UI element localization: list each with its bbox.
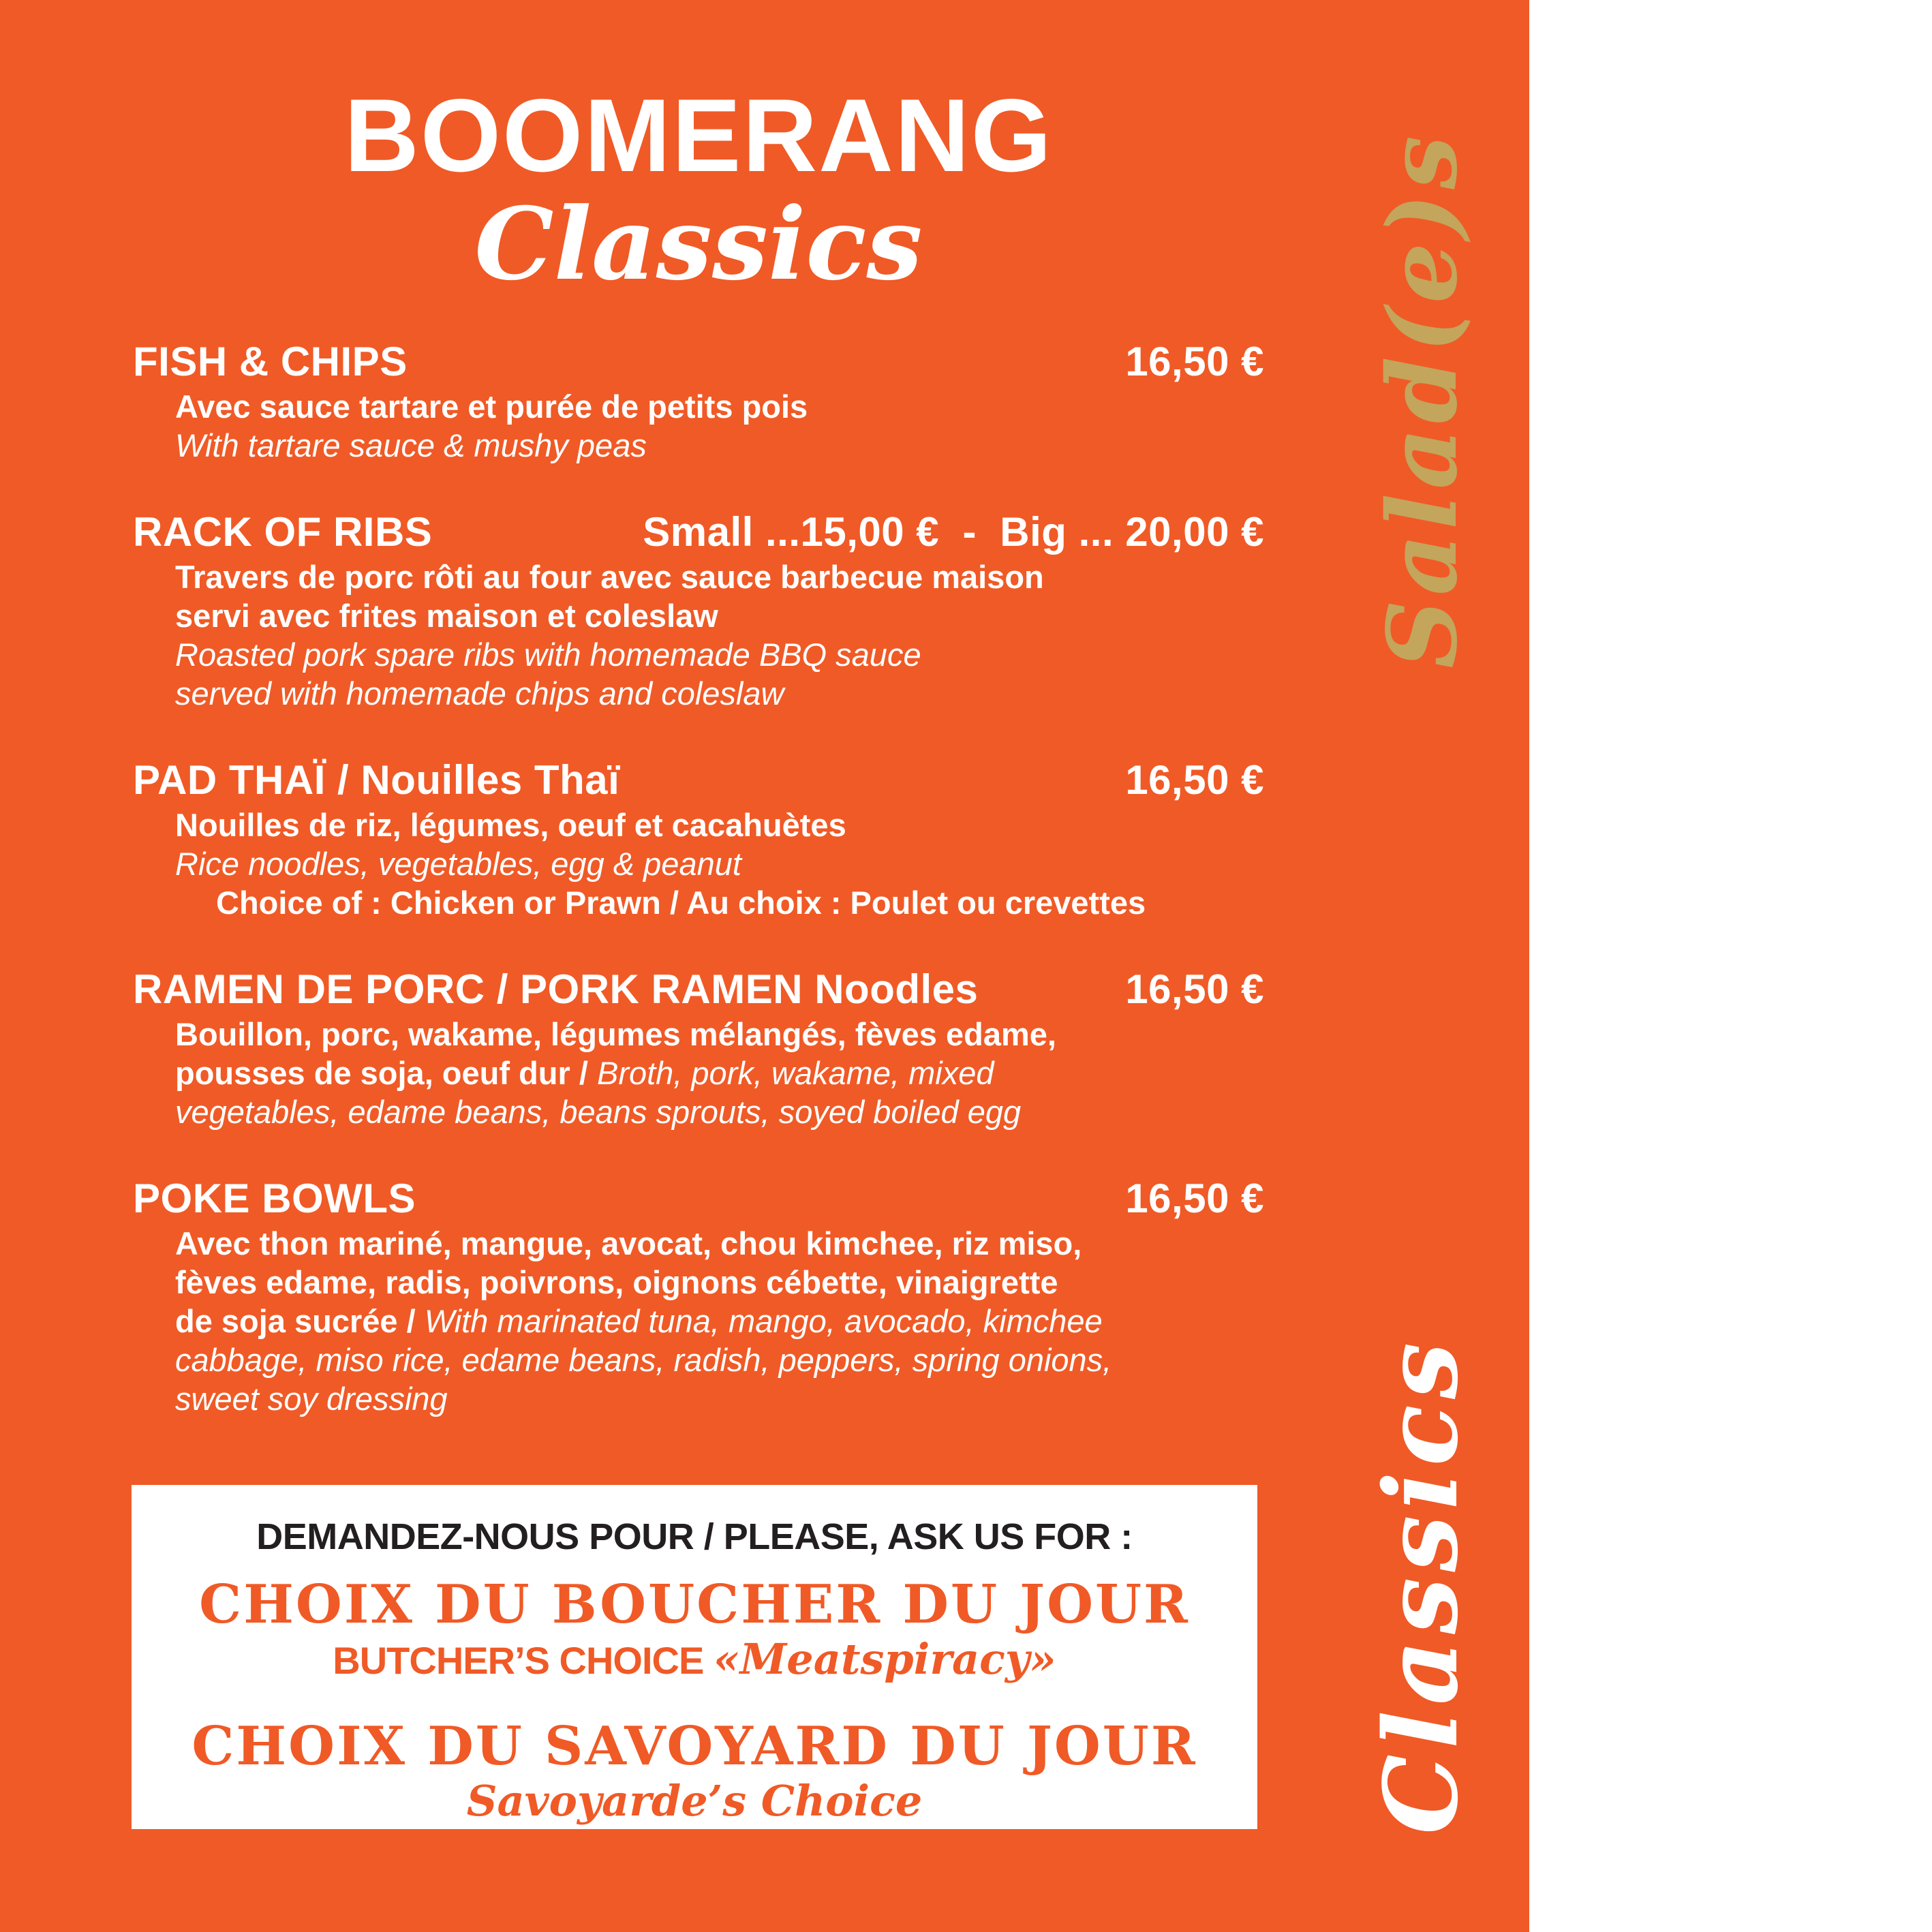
menu-list	[133, 337, 1264, 1418]
menu-item-price: 16,50 €	[1125, 966, 1264, 1012]
sidebar-label-classics: Classics	[1362, 1336, 1480, 1835]
menu-item-name: POKE BOWLS	[133, 1175, 416, 1221]
desc-segment-en: sweet soy dressing	[175, 1380, 448, 1417]
desc-segment-fr: Bouillon, porc, wakame, légumes mélangés, fèves edame,	[175, 1015, 1056, 1052]
ask-box	[132, 1485, 1257, 1829]
menu-item	[133, 337, 1264, 465]
desc-segment-en: With tartare sauce & mushy peas	[175, 427, 647, 463]
desc-segment-fr: Nouilles de riz, légumes, oeuf et cacahuètes	[175, 806, 846, 843]
menu-item-price: 16,50 €	[1125, 1175, 1264, 1221]
ask-subtitle-segment-caps: BUTCHER’S CHOICE	[333, 1639, 714, 1682]
ask-entry-title: CHOIX DU BOUCHER DU JOUR	[199, 1574, 1190, 1636]
menu-item-header	[133, 755, 1264, 806]
menu-item-desc-line	[133, 844, 1264, 883]
menu-item-desc-line	[133, 387, 1264, 426]
menu-item-name: FISH & CHIPS	[133, 338, 408, 384]
desc-segment-fr: pousses de soja, oeuf dur /	[175, 1054, 597, 1091]
ask-entry-subtitle	[132, 1776, 1257, 1826]
desc-segment-en: Broth, pork, wakame, mixed	[596, 1054, 994, 1091]
desc-segment-en: Rice noodles, vegetables, egg & peanut	[175, 845, 741, 882]
menu-item-desc-line	[133, 1379, 1264, 1418]
menu-item-price: 16,50 €	[1125, 756, 1264, 803]
menu-item-header	[133, 1174, 1264, 1224]
menu-item-desc-line	[133, 1263, 1264, 1302]
page-subtitle: Classics	[474, 185, 923, 303]
menu-item-header	[133, 507, 1264, 557]
ask-box-heading: DEMANDEZ-NOUS POUR / PLEASE, ASK US FOR :	[256, 1516, 1133, 1557]
menu-item-header	[133, 964, 1264, 1015]
menu-item	[133, 1174, 1264, 1418]
menu-item-desc-line	[133, 1340, 1264, 1379]
ask-box-entries	[132, 1574, 1257, 1826]
desc-segment-fr: Choice of : Chicken or Prawn / Au choix : Poulet ou crevettes	[216, 884, 1146, 921]
menu-item-header	[133, 337, 1264, 387]
desc-segment-en: vegetables, edame beans, beans sprouts, soyed boiled egg	[175, 1093, 1022, 1130]
ask-entry	[132, 1715, 1257, 1826]
menu-item	[133, 507, 1264, 713]
ask-subtitle-segment-script: «Meatspiracy»	[713, 1634, 1056, 1684]
menu-item-desc-line	[133, 1092, 1264, 1131]
menu-item-desc-line	[133, 596, 1264, 635]
menu-item-desc-line	[133, 635, 1264, 674]
menu-item-desc-line	[133, 1302, 1264, 1340]
menu-item-desc-line	[133, 426, 1264, 465]
desc-segment-en: cabbage, miso rice, edame beans, radish, peppers, spring onions,	[175, 1341, 1112, 1378]
menu-item-name: RAMEN DE PORC / PORK RAMEN Noodles	[133, 966, 979, 1012]
menu-content	[133, 0, 1264, 1460]
menu-item-desc-line	[133, 1015, 1264, 1054]
ask-entry-subtitle	[132, 1634, 1257, 1684]
ask-entry	[132, 1574, 1257, 1684]
page-title: BOOMERANG	[344, 78, 1053, 194]
menu-item-desc-line	[133, 1054, 1264, 1092]
menu-item-name: RACK OF RIBS	[133, 508, 433, 555]
desc-segment-fr: Travers de porc rôti au four avec sauce barbecue maison	[175, 558, 1044, 595]
menu-item-name: PAD THAÏ / Nouilles Thaï	[133, 756, 620, 803]
menu-item-desc-line	[133, 674, 1264, 713]
desc-segment-fr: servi avec frites maison et coleslaw	[175, 597, 718, 634]
menu-item-desc-line	[133, 1224, 1264, 1263]
right-margin-strip	[1529, 0, 1932, 1932]
ask-subtitle-segment-script: Savoyarde’s Choice	[466, 1776, 923, 1826]
desc-segment-fr: Avec thon mariné, mangue, avocat, chou kimchee, riz miso,	[175, 1225, 1082, 1261]
menu-item-desc-line	[133, 806, 1264, 844]
desc-segment-en: served with homemade chips and coleslaw	[175, 675, 784, 711]
page-header	[133, 78, 1264, 303]
desc-segment-fr: de soja sucrée /	[175, 1302, 425, 1339]
menu-item-price: Small ...15,00 € - Big ... 20,00 €	[643, 508, 1264, 555]
desc-segment-fr: Avec sauce tartare et purée de petits pois	[175, 388, 808, 425]
desc-segment-fr: fèves edame, radis, poivrons, oignons cébette, vinaigrette	[175, 1263, 1058, 1300]
menu-item-desc-line	[133, 883, 1264, 922]
menu-item-price: 16,50 €	[1125, 338, 1264, 384]
ask-entry-title: CHOIX DU SAVOYARD DU JOUR	[191, 1715, 1197, 1777]
menu-item	[133, 964, 1264, 1131]
desc-segment-en: With marinated tuna, mango, avocado, kimchee	[424, 1302, 1103, 1339]
menu-item-desc-line	[133, 557, 1264, 596]
menu-item	[133, 755, 1264, 922]
sidebar-label-salades: Salad(e)s	[1367, 132, 1479, 669]
desc-segment-en: Roasted pork spare ribs with homemade BBQ sauce	[175, 636, 921, 673]
